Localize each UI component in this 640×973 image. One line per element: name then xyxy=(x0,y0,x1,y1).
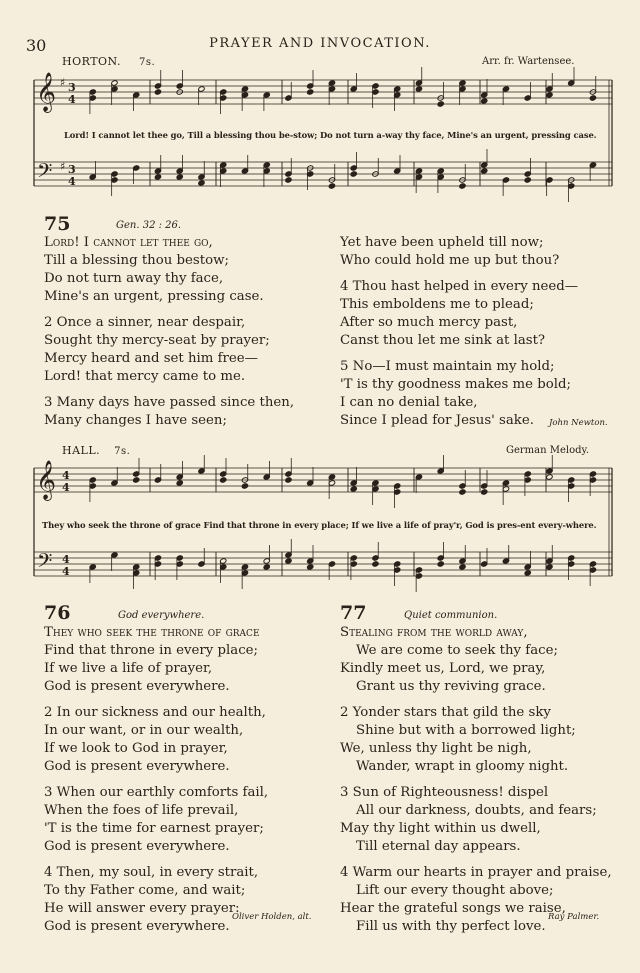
hymn-number-77: 77 xyxy=(340,602,367,624)
hymn-77-author: Ray Palmer. xyxy=(548,912,600,922)
hymn-reference-75: Gen. 32 : 26. xyxy=(116,220,182,231)
note-head xyxy=(307,564,314,570)
time-signature: 4 xyxy=(62,553,70,566)
note-head xyxy=(285,558,292,564)
time-signature: 3 xyxy=(68,163,76,176)
note-head xyxy=(372,561,379,567)
note-head xyxy=(459,489,466,495)
tune-underlay-horton: Lord! I cannot let thee go, Till a blessing thou be-stow; Do not turn a-way thy face, Mine's an urgent, pressing case. xyxy=(64,130,597,140)
verse-line: Lord! I cannot let thee go, xyxy=(44,235,213,250)
tune-credit-hall: German Melody. xyxy=(506,445,590,456)
verse-line: 5 No—I must maintain my hold; xyxy=(340,359,555,374)
verse-line: 4 Warm our hearts in prayer and praise, xyxy=(340,865,612,880)
verse-line: 'T is thy goodness makes me bold; xyxy=(340,377,572,392)
verse-line: Stealing from the world away, xyxy=(340,625,528,640)
hymn-76-author: Oliver Holden, alt. xyxy=(232,912,312,922)
verse-line: To thy Father come, and wait; xyxy=(44,883,246,898)
verse-line: Hear the grateful songs we raise, xyxy=(340,901,566,916)
verse-line: He will answer every prayer: xyxy=(44,901,240,916)
verse-line: God is present everywhere. xyxy=(44,759,230,774)
time-signature: 4 xyxy=(62,481,70,494)
verse-line: Many changes I have seen; xyxy=(44,413,227,428)
verse-line: Wander, wrapt in gloomy night. xyxy=(356,759,569,774)
verse-line: Mine's an urgent, pressing case. xyxy=(44,289,264,304)
time-signature: 4 xyxy=(62,469,70,482)
verse-line: God is present everywhere. xyxy=(44,679,230,694)
time-signature: 4 xyxy=(62,565,70,578)
verse-line: 3 Sun of Righteousness! dispel xyxy=(340,785,549,800)
verse-line: I can no denial take, xyxy=(340,395,478,410)
verse-line: 2 In our sickness and our health, xyxy=(44,705,266,720)
verse-line: 3 Many days have passed since then, xyxy=(44,395,295,410)
verse-line: Sought thy mercy-seat by prayer; xyxy=(44,333,270,348)
section-title: PRAYER AND INVOCATION. xyxy=(209,36,431,51)
tune-credit-horton: Arr. fr. Wartensee. xyxy=(482,56,575,67)
verse-line: When the foes of life prevail, xyxy=(44,803,239,818)
verse-line: 3 When our earthly comforts fail, xyxy=(44,785,269,800)
tune-name-hall: HALL. 7s. xyxy=(62,444,131,457)
verse-line: Since I plead for Jesus' sake. xyxy=(340,413,534,428)
verse-line: In our want, or in our wealth, xyxy=(44,723,244,738)
verse-line: This emboldens me to plead; xyxy=(340,297,534,312)
note-head xyxy=(133,477,140,483)
verse-line: All our darkness, doubts, and fears; xyxy=(356,803,597,818)
note-head xyxy=(546,474,553,480)
tune-underlay-hall: They who seek the throne of grace Find that throne in every place; If we live a life of pray'r, God is pres-ent every-where. xyxy=(42,520,597,530)
hymn-77-stanzas xyxy=(340,624,612,936)
note-head xyxy=(285,477,292,483)
verse-line: We, unless thy light be nigh, xyxy=(340,741,532,756)
verse-line: Till eternal day appears. xyxy=(356,839,521,854)
verse-line: Mercy heard and set him free— xyxy=(44,351,258,366)
verse-line: God is present everywhere. xyxy=(44,919,230,934)
verse-line: 'T is the time for earnest prayer; xyxy=(44,821,264,836)
hymn-number-76: 76 xyxy=(44,602,71,624)
verse-line: We are come to seek thy face; xyxy=(356,643,558,658)
verse-line: Shine but with a borrowed light; xyxy=(356,723,576,738)
time-signature: 4 xyxy=(68,175,76,188)
sharp-icon: ♯ xyxy=(60,160,66,173)
time-signature: 4 xyxy=(68,93,76,106)
treble-clef-icon: 𝄞 xyxy=(36,72,57,112)
verse-line: Canst thou let me sink at last? xyxy=(340,333,546,348)
note-head xyxy=(220,477,227,483)
time-signature: 3 xyxy=(68,81,76,94)
verse-line: After so much mercy past, xyxy=(340,315,518,330)
verse-line: 2 Yonder stars that gild the sky xyxy=(340,705,551,720)
note-head xyxy=(481,489,488,495)
verse-line: 4 Thou hast helped in every need— xyxy=(340,279,579,294)
hymn-76-stanzas xyxy=(44,624,268,936)
bass-clef-icon: 𝄢 xyxy=(37,549,53,577)
verse-line: Till a blessing thou bestow; xyxy=(44,253,229,268)
verse-line: If we live a life of prayer, xyxy=(44,661,213,676)
note-head xyxy=(524,570,531,576)
bass-clef-icon: 𝄢 xyxy=(37,159,53,187)
verse-line: May thy light within us dwell, xyxy=(340,821,541,836)
verse-line: Do not turn away thy face, xyxy=(44,271,224,286)
note-head xyxy=(176,480,183,486)
note-head xyxy=(263,564,270,570)
verse-line: They who seek the throne of grace xyxy=(44,625,260,640)
hymn-subtitle-76: God everywhere. xyxy=(118,610,205,621)
sharp-icon: ♯ xyxy=(60,76,66,89)
verse-line: If we look to God in prayer, xyxy=(44,741,228,756)
verse-line: Yet have been upheld till now; xyxy=(340,235,544,250)
note-head xyxy=(459,564,466,570)
page-number: 30 xyxy=(26,36,47,55)
verse-line: Lord! that mercy came to me. xyxy=(44,369,246,384)
hymn-number-75: 75 xyxy=(44,213,71,235)
hymn-subtitle-77: Quiet communion. xyxy=(404,610,498,621)
verse-line: Fill us with thy perfect love. xyxy=(356,919,546,934)
tune-name-horton: HORTON. 7s. xyxy=(62,55,156,68)
verse-line: God is present everywhere. xyxy=(44,839,230,854)
note-head xyxy=(241,483,248,489)
note-head xyxy=(350,486,357,492)
verse-line: 2 Once a sinner, near despair, xyxy=(44,315,246,330)
verse-line: 4 Then, my soul, in every strait, xyxy=(44,865,259,880)
treble-clef-icon: 𝄞 xyxy=(36,460,57,500)
verse-line: Who could hold me up but thou? xyxy=(340,253,560,268)
verse-line: Kindly meet us, Lord, we pray, xyxy=(340,661,546,676)
note-head xyxy=(546,564,553,570)
verse-line: Grant us thy reviving grace. xyxy=(356,679,546,694)
note-head xyxy=(437,561,444,567)
verse-line: Lift our every thought above; xyxy=(356,883,554,898)
hymn-75-author: John Newton. xyxy=(549,418,608,428)
verse-line: Find that throne in every place; xyxy=(44,643,258,658)
